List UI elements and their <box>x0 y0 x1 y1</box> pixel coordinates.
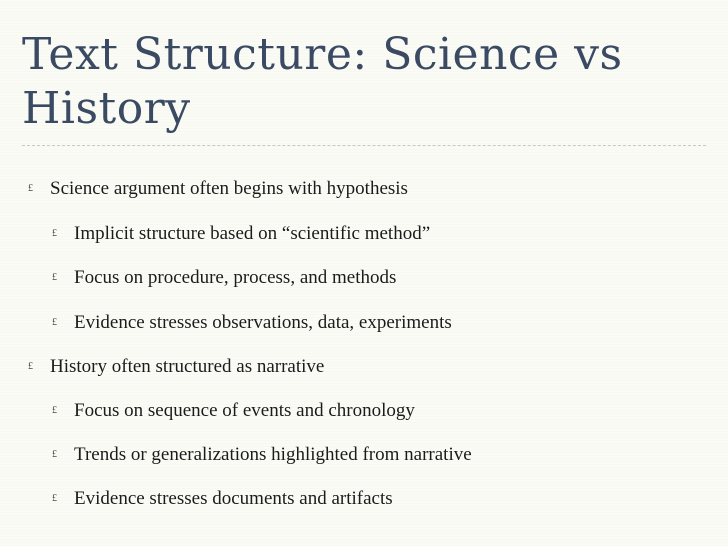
bullet-text: History often structured as narrative <box>50 356 325 377</box>
bullet-marker-icon: £ <box>52 493 57 504</box>
bullet-text: Focus on procedure, process, and methods <box>74 267 397 288</box>
bullet-marker-icon: £ <box>28 361 33 372</box>
bullet-marker-icon: £ <box>52 272 57 283</box>
bullet-text: Science argument often begins with hypothesis <box>50 178 408 199</box>
bullet-item <box>52 267 396 293</box>
bullet-item <box>52 444 472 470</box>
bullet-item <box>52 312 452 338</box>
bullet-text: Evidence stresses documents and artifacts <box>74 488 393 509</box>
bullet-item <box>52 400 415 426</box>
bullet-marker-icon: £ <box>52 449 57 460</box>
bullet-text: Focus on sequence of events and chronology <box>74 400 415 421</box>
bullet-text: Trends or generalizations highlighted from narrative <box>74 444 472 465</box>
bullet-marker-icon: £ <box>52 405 57 416</box>
bullet-text: Evidence stresses observations, data, experiments <box>74 312 452 333</box>
slide-title: Text Structure: Science vs History <box>22 29 623 134</box>
bullet-item <box>52 223 430 249</box>
bullet-item <box>28 178 408 204</box>
bullet-text: Implicit structure based on “scientific method” <box>74 223 431 244</box>
bullet-item <box>28 356 324 382</box>
bullet-marker-icon: £ <box>52 317 57 328</box>
bullet-marker-icon: £ <box>28 183 33 194</box>
bullet-item <box>52 488 393 514</box>
bullet-marker-icon: £ <box>52 228 57 239</box>
